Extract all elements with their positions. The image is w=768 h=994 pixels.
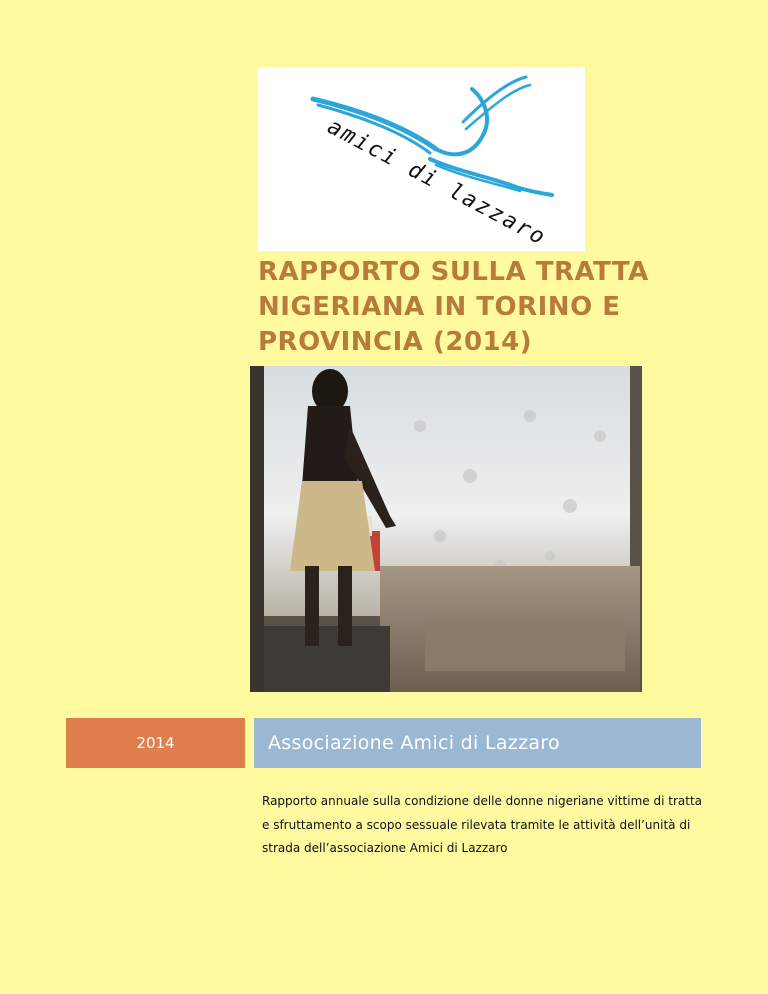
organization-logo — [258, 67, 585, 251]
year-bar: 2014 — [66, 718, 245, 768]
organization-bar: Associazione Amici di Lazzaro — [254, 718, 701, 768]
report-title: RAPPORTO SULLA TRATTA NIGERIANA IN TORINO E PROVINCIA (2014) — [258, 257, 649, 357]
cover-photo — [250, 366, 642, 692]
report-description: Rapporto annuale sulla condizione delle donne nigeriane vittime di tratta e sfruttamento a scopo sessuale rilevata tramite le attività dell’unità di strada dell’associazione Amici di Lazzaro — [262, 794, 703, 855]
logo-text: amici di lazzaro — [323, 114, 551, 251]
